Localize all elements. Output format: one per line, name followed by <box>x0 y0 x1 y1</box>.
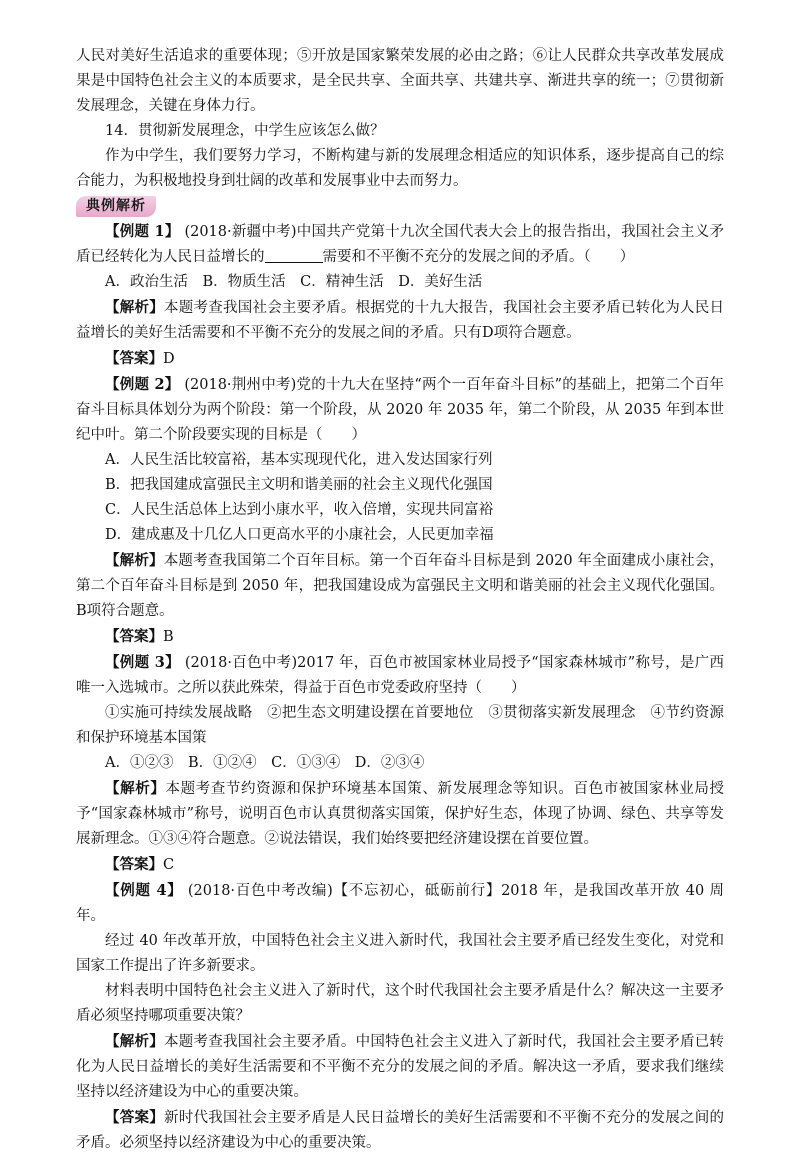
analysis-label: 【解析】 <box>105 552 164 569</box>
example-2-answer <box>76 624 724 650</box>
example-3-stem <box>76 650 724 701</box>
analysis-label: 【解析】 <box>105 1033 164 1050</box>
example-1 <box>76 219 724 372</box>
analysis-text: 本题考查节约资源和保护环境基本国策、新发展理念等知识。百色市被国家林业局授予“国家森林城市”称号，说明百色市认真贯彻落实国策，保护好生态，体现了协调、绿色、共享等发展新理念。①③④符合题意。②说法错误，我们始终要把经济建设摆在首要位置。 <box>76 781 724 847</box>
option-b: B．把我国建成富强民主文明和谐美丽的社会主义现代化强国 <box>105 477 493 493</box>
example-2-stem <box>76 372 724 448</box>
answer-text: C <box>163 857 175 873</box>
answer-label: 【答案】 <box>105 628 163 645</box>
example-1-answer <box>76 346 724 372</box>
question-14: 14．贯彻新发展理念，中学生应该怎么做？ <box>105 123 385 139</box>
example-stem-text-after: 需要和不平衡不充分的发展之间的矛盾。（ ） <box>322 249 635 265</box>
answer-label: 【答案】 <box>105 1109 164 1126</box>
fill-blank <box>265 248 323 263</box>
example-4-question: 材料表明中国特色社会主义进入了新时代，这个时代我国社会主要矛盾是什么？解决这一主要矛盾必须坚持哪项重要决策？ <box>76 983 724 1024</box>
example-3-analysis <box>76 776 724 852</box>
example-3-statements: ①实施可持续发展战略 ②把生态文明建设摆在首要地位 ③贯彻落实新发展理念 ④节约资源和保护环境基本国策 <box>76 705 724 746</box>
answer-text: D <box>163 351 175 367</box>
example-source: (2018·新疆中考) <box>184 224 297 240</box>
example-4-stem <box>76 878 724 929</box>
example-3 <box>76 650 724 878</box>
example-4-material: 经过 40 年改革开放，中国特色社会主义进入新时代，我国社会主要矛盾已经发生变化，对党和国家工作提出了许多新要求。 <box>76 933 724 974</box>
analysis-text: 本题考查我国社会主要矛盾。根据党的十九大报告，我国社会主要矛盾已转化为人民日益增长的美好生活需要和不平衡不充分的发展之间的矛盾。只有D项符合题意。 <box>76 300 725 341</box>
example-3-options: A．①②③ B．①②④ C．①③④ D．②③④ <box>105 755 425 771</box>
option-c: C．人民生活总体上达到小康水平，收入倍增，实现共同富裕 <box>105 502 494 518</box>
example-label: 【例题 2】 <box>105 376 180 393</box>
example-source: (2018·百色中考改编) <box>187 883 333 899</box>
analysis-label: 【解析】 <box>105 780 166 797</box>
section-title: 典例解析 <box>76 196 156 217</box>
intro-paragraph: 人民对美好生活追求的重要体现；⑤开放是国家繁荣发展的必由之路；⑥让人民群众共享改革发展成果是中国特色社会主义的本质要求，是全民共享、全面共享、共建共享、渐进共享的统一；⑦贯彻新发展理念，关键在身体力行。 <box>76 48 724 114</box>
example-stem-text: 2017 年，百色市被国家林业局授予“国家森林城市”称号，是广西唯一入选城市。之所以获此殊荣，得益于百色市党委政府坚持（ ） <box>76 655 724 696</box>
example-3-answer <box>76 852 724 878</box>
example-4-answer <box>76 1105 724 1156</box>
example-stem-text: 党的十九大在坚持“两个一百年奋斗目标”的基础上，把第二个百年奋斗目标具体划分为两个阶段：第一个阶段，从 2020 年 2035 年，第二个阶段，从 2035 年到本世纪中叶。第二个阶段要实现的目标是（ ） <box>76 377 725 443</box>
document-page <box>76 44 724 1156</box>
answer-text: B <box>163 629 174 645</box>
analysis-text: 本题考查我国第二个百年目标。第一个百年奋斗目标是到 2020 年全面建成小康社会，第二个百年奋斗目标是到 2050 年，把我国建设成为富强民主文明和谐美丽的社会主义现代化强国。B项符合题意。 <box>76 553 725 619</box>
example-2 <box>76 372 724 650</box>
example-source: (2018·荆州中考) <box>184 377 297 393</box>
analysis-label: 【解析】 <box>105 299 164 316</box>
example-stem-text: 中国共产党第十九次全国代表大会上的报告指出，我国社会主义矛盾已经转化为人民日益增长的 <box>76 224 725 265</box>
example-stem-text: 【不忘初心，砥砺前行】2018 年，是我国改革开放 40 周年。 <box>76 883 725 924</box>
example-1-options: A．政治生活 B．物质生活 C．精神生活 D．美好生活 <box>105 274 483 290</box>
answer-label: 【答案】 <box>105 350 163 367</box>
example-label: 【例题 1】 <box>105 223 180 240</box>
answer-14: 作为中学生，我们要努力学习，不断构建与新的发展理念相适应的知识体系，逐步提高自己的综合能力，为积极地投身到壮阔的改革和发展事业中去而努力。 <box>76 148 724 189</box>
option-a: A．人民生活比较富裕，基本实现现代化，进入发达国家行列 <box>105 452 493 468</box>
example-2-analysis <box>76 548 724 624</box>
example-1-stem <box>76 219 724 270</box>
example-source: (2018·百色中考) <box>184 655 298 671</box>
example-1-analysis <box>76 295 724 346</box>
example-4-analysis <box>76 1029 724 1105</box>
example-label: 【例题 4】 <box>105 882 183 899</box>
answer-label: 【答案】 <box>105 856 163 873</box>
section-banner <box>76 194 724 219</box>
option-d: D．建成惠及十几亿人口更高水平的小康社会，人民更加幸福 <box>105 527 494 543</box>
example-label: 【例题 3】 <box>105 654 180 671</box>
analysis-text: 本题考查我国社会主要矛盾。中国特色社会主义进入了新时代，我国社会主要矛盾已转化为人民日益增长的美好生活需要和不平衡不充分的发展之间的矛盾。解决这一矛盾，要求我们继续坚持以经济建设为中心的重要决策。 <box>76 1034 725 1100</box>
answer-text: 新时代我国社会主要矛盾是人民日益增长的美好生活需要和不平衡不充分的发展之间的矛盾。必须坚持以经济建设为中心的重要决策。 <box>76 1110 725 1151</box>
example-4 <box>76 878 724 1156</box>
